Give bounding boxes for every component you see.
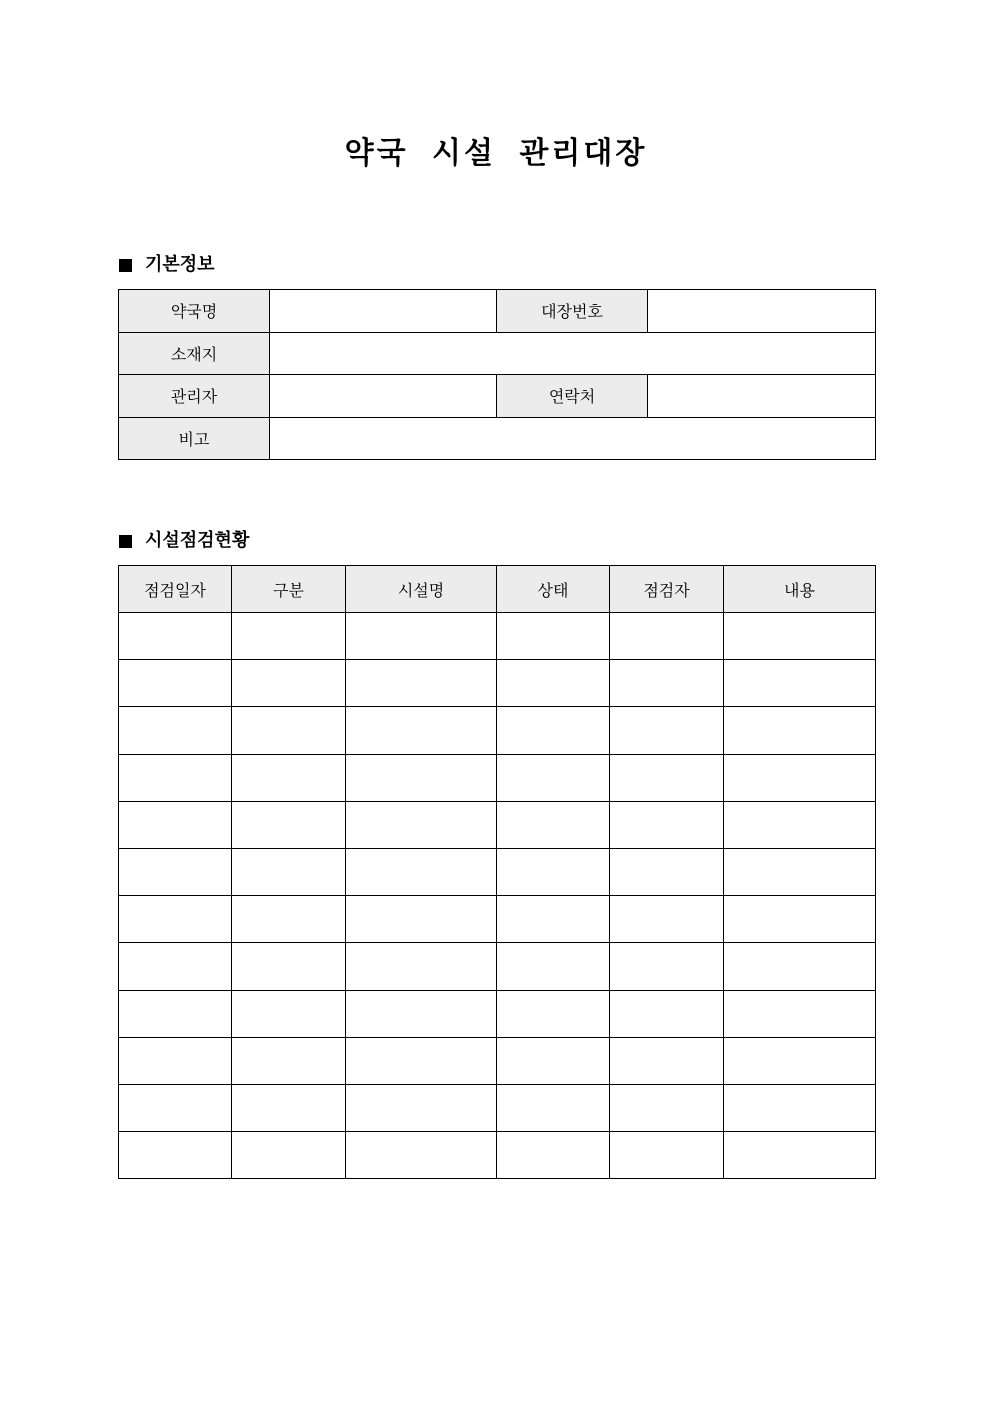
status-cell[interactable] [497, 848, 610, 895]
table-row [119, 375, 876, 418]
inspector-cell[interactable] [610, 660, 724, 707]
inspection-date-cell[interactable] [119, 848, 232, 895]
category-cell[interactable] [232, 707, 346, 754]
inspector-cell[interactable] [610, 801, 724, 848]
category-cell[interactable] [232, 660, 346, 707]
section-heading-inspection [119, 529, 249, 553]
facility-name-cell[interactable] [346, 943, 497, 990]
table-row [119, 943, 876, 990]
column-header-status: 상태 [497, 566, 610, 613]
category-cell[interactable] [232, 613, 346, 660]
facility-name-cell[interactable] [346, 1132, 497, 1179]
table-row [119, 332, 876, 375]
category-cell[interactable] [232, 896, 346, 943]
inspector-cell[interactable] [610, 943, 724, 990]
category-cell[interactable] [232, 1037, 346, 1084]
status-cell[interactable] [497, 1084, 610, 1131]
inspector-cell[interactable] [610, 990, 724, 1037]
column-header-facility-name: 시설명 [346, 566, 497, 613]
contact-label: 연락처 [497, 375, 648, 418]
inspection-date-cell[interactable] [119, 707, 232, 754]
column-header-category: 구분 [232, 566, 346, 613]
address-field[interactable] [270, 332, 876, 375]
table-row [119, 1084, 876, 1131]
section-heading-label: 기본정보 [145, 254, 215, 275]
inspection-table-body [119, 613, 876, 1179]
table-row [119, 707, 876, 754]
contact-field[interactable] [648, 375, 876, 418]
column-header-inspector: 점검자 [610, 566, 724, 613]
remarks-field[interactable] [270, 417, 876, 460]
pharmacy-name-field[interactable] [270, 290, 497, 333]
inspection-date-cell[interactable] [119, 660, 232, 707]
facility-name-cell[interactable] [346, 660, 497, 707]
inspection-date-cell[interactable] [119, 1037, 232, 1084]
status-cell[interactable] [497, 1132, 610, 1179]
status-cell[interactable] [497, 754, 610, 801]
inspection-date-cell[interactable] [119, 801, 232, 848]
inspector-cell[interactable] [610, 707, 724, 754]
status-cell[interactable] [497, 896, 610, 943]
details-cell[interactable] [724, 707, 876, 754]
inspector-cell[interactable] [610, 1084, 724, 1131]
facility-name-cell[interactable] [346, 801, 497, 848]
details-cell[interactable] [724, 801, 876, 848]
section-heading-basic-info [119, 253, 215, 277]
manager-field[interactable] [270, 375, 497, 418]
manager-label: 관리자 [119, 375, 270, 418]
inspection-date-cell[interactable] [119, 1084, 232, 1131]
category-cell[interactable] [232, 1084, 346, 1131]
inspection-date-cell[interactable] [119, 943, 232, 990]
category-cell[interactable] [232, 801, 346, 848]
pharmacy-name-label: 약국명 [119, 290, 270, 333]
details-cell[interactable] [724, 848, 876, 895]
basic-info-table [118, 289, 876, 460]
table-row [119, 754, 876, 801]
column-header-inspection-date: 점검일자 [119, 566, 232, 613]
inspector-cell[interactable] [610, 754, 724, 801]
inspector-cell[interactable] [610, 896, 724, 943]
table-row [119, 801, 876, 848]
inspector-cell[interactable] [610, 1132, 724, 1179]
category-cell[interactable] [232, 754, 346, 801]
facility-name-cell[interactable] [346, 848, 497, 895]
facility-name-cell[interactable] [346, 707, 497, 754]
table-row [119, 1132, 876, 1179]
category-cell[interactable] [232, 1132, 346, 1179]
inspection-date-cell[interactable] [119, 613, 232, 660]
square-bullet-icon [119, 535, 132, 548]
details-cell[interactable] [724, 1132, 876, 1179]
details-cell[interactable] [724, 660, 876, 707]
category-cell[interactable] [232, 848, 346, 895]
status-cell[interactable] [497, 613, 610, 660]
document-title: 약국 시설 관리대장 [344, 136, 648, 171]
register-no-label: 대장번호 [497, 290, 648, 333]
table-row [119, 417, 876, 460]
facility-name-cell[interactable] [346, 1037, 497, 1084]
table-row [119, 896, 876, 943]
inspection-date-cell[interactable] [119, 754, 232, 801]
details-cell[interactable] [724, 613, 876, 660]
table-row [119, 848, 876, 895]
inspection-date-cell[interactable] [119, 1132, 232, 1179]
category-cell[interactable] [232, 990, 346, 1037]
table-header-row [119, 566, 876, 613]
remarks-label: 비고 [119, 417, 270, 460]
facility-name-cell[interactable] [346, 754, 497, 801]
facility-name-cell[interactable] [346, 1084, 497, 1131]
status-cell[interactable] [497, 990, 610, 1037]
table-row [119, 613, 876, 660]
facility-name-cell[interactable] [346, 613, 497, 660]
status-cell[interactable] [497, 943, 610, 990]
square-bullet-icon [119, 259, 132, 272]
details-cell[interactable] [724, 1037, 876, 1084]
inspection-date-cell[interactable] [119, 990, 232, 1037]
table-row [119, 990, 876, 1037]
table-row [119, 290, 876, 333]
details-cell[interactable] [724, 754, 876, 801]
inspection-date-cell[interactable] [119, 896, 232, 943]
status-cell[interactable] [497, 1037, 610, 1084]
section-heading-label: 시설점검현황 [145, 530, 250, 551]
status-cell[interactable] [497, 707, 610, 754]
inspector-cell[interactable] [610, 848, 724, 895]
details-cell[interactable] [724, 896, 876, 943]
table-row [119, 1037, 876, 1084]
details-cell[interactable] [724, 990, 876, 1037]
facility-name-cell[interactable] [346, 896, 497, 943]
inspector-cell[interactable] [610, 1037, 724, 1084]
inspection-table [118, 565, 876, 1179]
status-cell[interactable] [497, 660, 610, 707]
status-cell[interactable] [497, 801, 610, 848]
category-cell[interactable] [232, 943, 346, 990]
facility-name-cell[interactable] [346, 990, 497, 1037]
details-cell[interactable] [724, 1084, 876, 1131]
column-header-details: 내용 [724, 566, 876, 613]
table-row [119, 660, 876, 707]
details-cell[interactable] [724, 943, 876, 990]
address-label: 소재지 [119, 332, 270, 375]
inspector-cell[interactable] [610, 613, 724, 660]
register-no-field[interactable] [648, 290, 876, 333]
